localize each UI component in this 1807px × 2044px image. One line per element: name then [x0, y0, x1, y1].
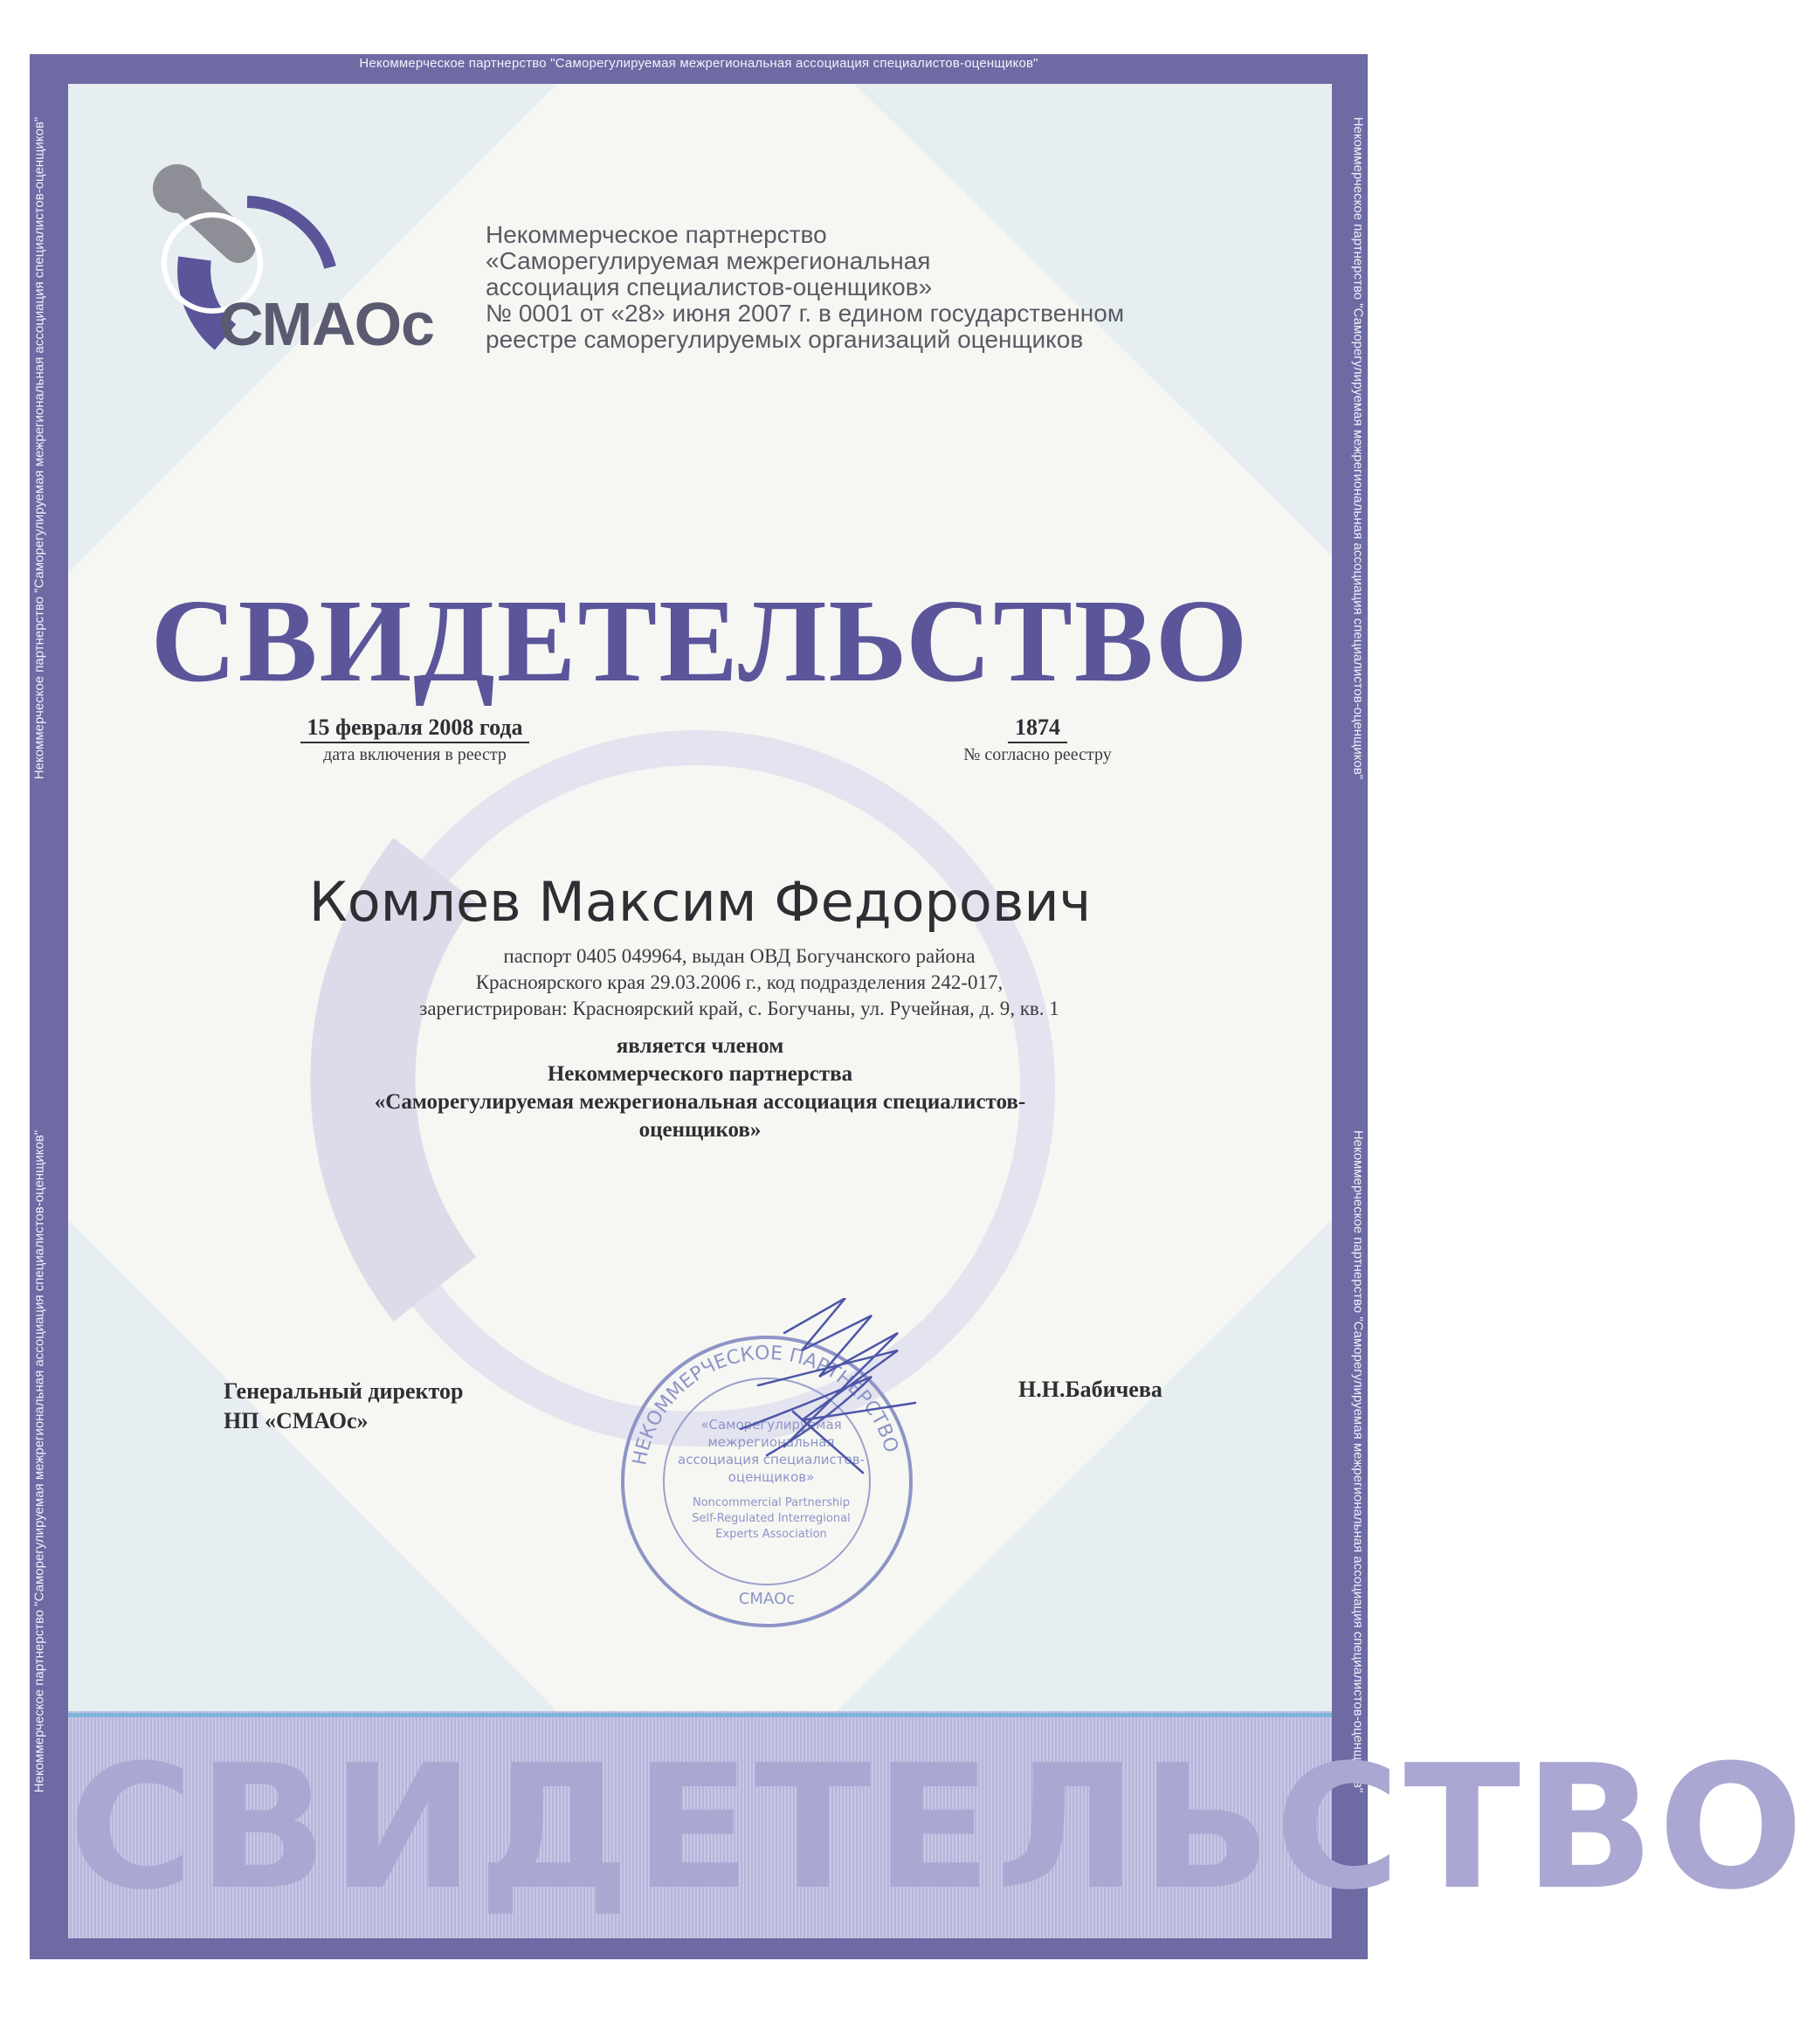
stamp-inner-line: «Саморегулируемая	[700, 1417, 842, 1433]
registry-number-block	[941, 715, 1134, 765]
stamp-inner-line: межрегиональная	[707, 1434, 835, 1450]
header-line: Некоммерческое партнерство	[486, 221, 827, 248]
stamp-inner-line-en: Noncommercial Partnership	[693, 1496, 850, 1509]
registry-date-value: 15 февраля 2008 года	[300, 715, 530, 743]
registry-date-block	[271, 715, 559, 765]
logo-wordmark: СМАОс	[219, 290, 434, 358]
bottom-banner	[68, 1711, 1807, 1938]
header-line: № 0001 от «28» июня 2007 г. в едином государственном	[486, 300, 1125, 327]
stamp-inner-line-en: Experts Association	[715, 1528, 827, 1541]
bottom-banner-word: СВИДЕТЕЛЬСТВО	[68, 1729, 1807, 1928]
organization-header	[486, 222, 1272, 353]
director-organization: НП «СМАОс»	[224, 1408, 369, 1433]
holder-detail-line: зарегистрирован: Красноярский край, с. Богучаны, ул. Ручейная, д. 9, кв. 1	[419, 998, 1059, 1019]
holder-detail-line: паспорт 0405 049964, выдан ОВД Богучанского района	[503, 945, 976, 967]
frame-left-caption-lower: Некоммерческое партнерство "Саморегулируемая межрегиональная ассоциация специалистов-оценщиков"	[31, 1129, 47, 1792]
header-line: «Саморегулируемая межрегиональная	[486, 247, 931, 274]
holder-name: Комлев Максим Федорович	[308, 870, 1092, 934]
membership-line: Некоммерческого партнерства	[547, 1062, 853, 1086]
stamp-inner-line: ассоциация специалистов-	[678, 1452, 865, 1467]
membership-statement	[68, 1032, 1332, 1144]
holder-detail-line: Красноярского края 29.03.2006 г., код подразделения 242-017,	[475, 971, 1004, 993]
stamp-bottom-text: СМАОс	[738, 1590, 796, 1608]
membership-line: является членом	[616, 1034, 784, 1058]
header-line: реестре саморегулируемых организаций оценщиков	[486, 326, 1084, 353]
registry-number-value: 1874	[1008, 715, 1067, 743]
membership-line: «Саморегулируемая межрегиональная ассоциация специалистов-	[374, 1090, 1026, 1114]
stamp-inner-line-en: Self-Regulated Interregional	[692, 1512, 851, 1525]
certificate-paper	[68, 84, 1332, 1711]
official-stamp	[583, 1298, 950, 1665]
bottom-banner-accent-line	[68, 1713, 1332, 1717]
director-position: Генеральный директор	[224, 1378, 464, 1404]
frame-top-caption: Некоммерческое партнерство "Саморегулируемая межрегиональная ассоциация специалистов-оценщиков"	[359, 56, 1038, 71]
membership-line: оценщиков»	[638, 1118, 762, 1142]
holder-details	[68, 943, 1332, 1022]
header-line: ассоциация специалистов-оценщиков»	[486, 273, 933, 300]
stamp-ring-text: НЕКОММЕРЧЕСКОЕ ПАРТНЕРСТВО	[629, 1342, 902, 1467]
director-name: Н.Н.Бабичева	[1018, 1377, 1162, 1402]
frame-right-caption	[1348, 54, 1368, 1959]
frame-right-caption-lower: Некоммерческое партнерство "Саморегулируемая межрегиональная ассоциация специалистов-оценщиков"	[1350, 1129, 1366, 1792]
registry-date-label: дата включения в реестр	[323, 745, 507, 764]
director-title	[224, 1377, 463, 1436]
frame-left-caption-upper: Некоммерческое партнерство "Саморегулируемая межрегиональная ассоциация специалистов-оценщиков"	[31, 116, 47, 779]
registry-number-label: № согласно реестру	[963, 745, 1112, 764]
frame-left-caption	[30, 54, 49, 1959]
frame-right-caption-upper: Некоммерческое партнерство "Саморегулируемая межрегиональная ассоциация специалистов-оценщиков"	[1350, 116, 1366, 779]
stamp-inner-line: оценщиков»	[728, 1469, 815, 1485]
certificate-title: СВИДЕТЕЛЬСТВО	[150, 576, 1250, 707]
